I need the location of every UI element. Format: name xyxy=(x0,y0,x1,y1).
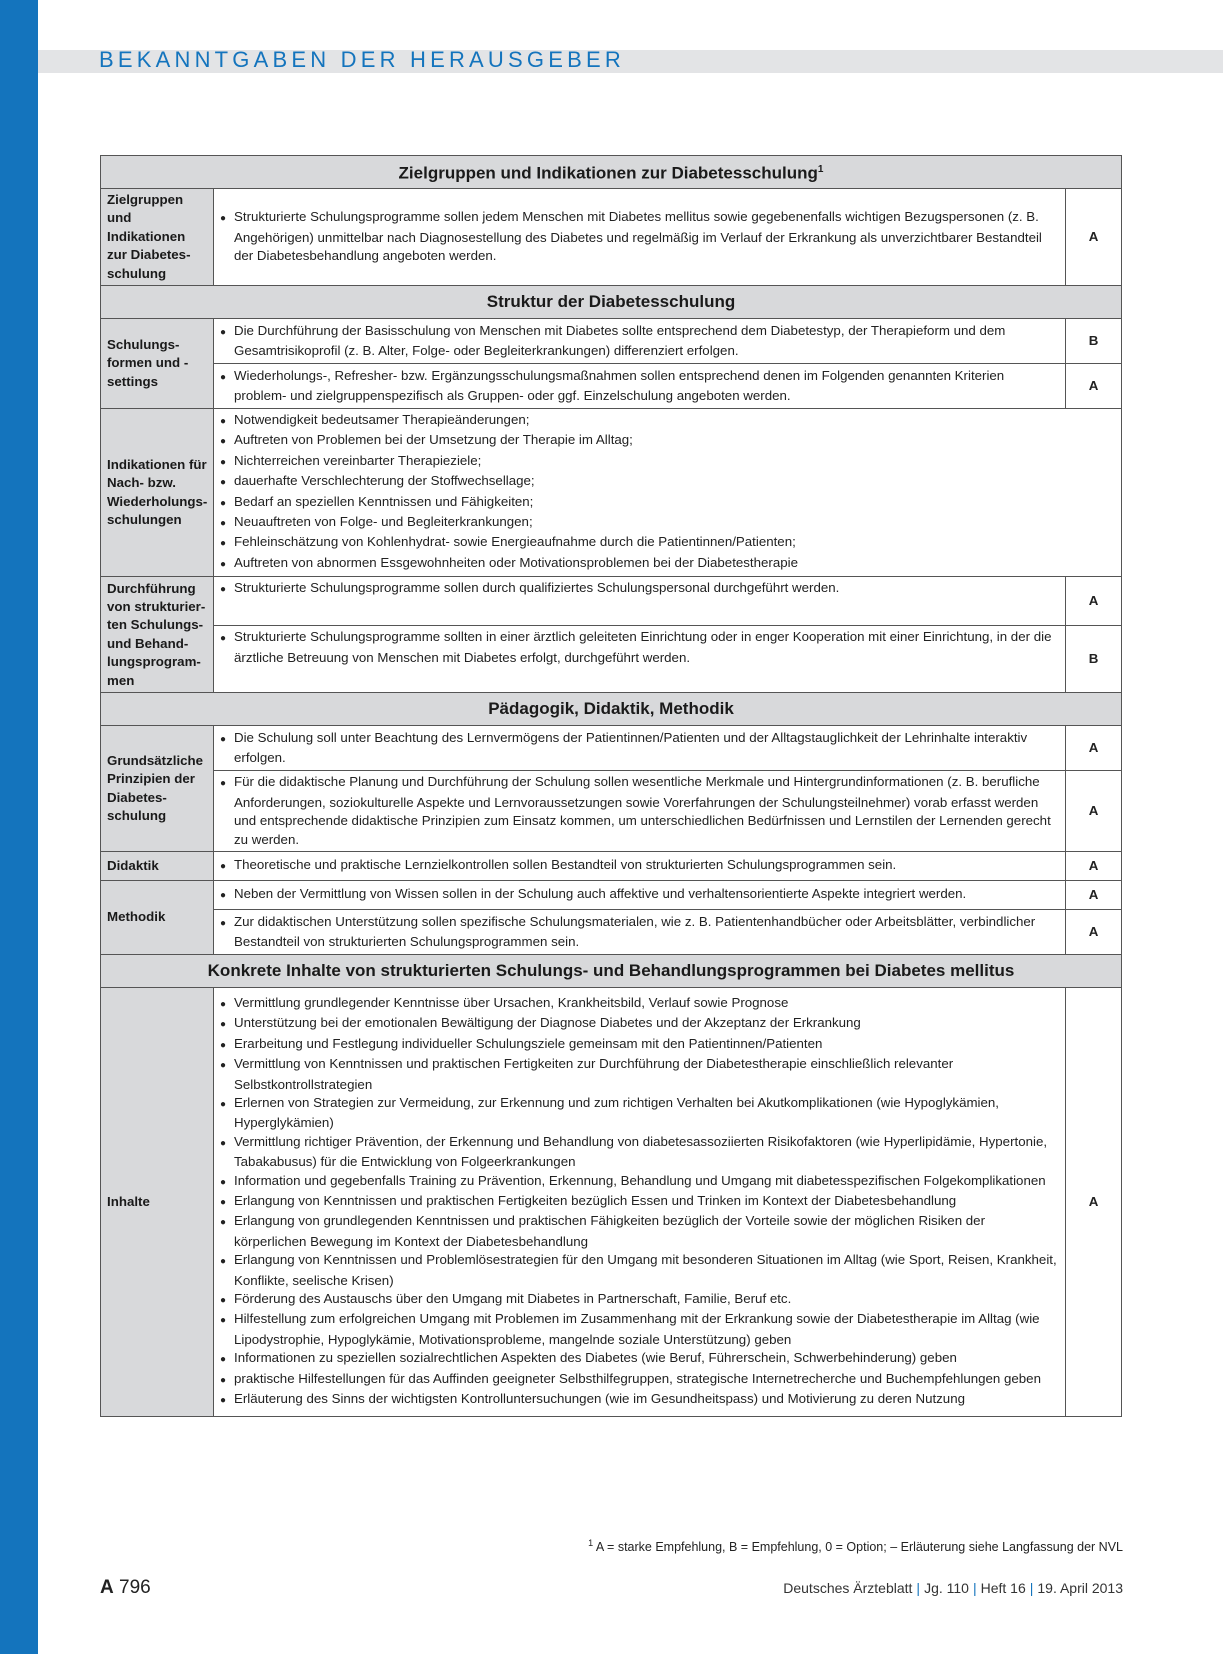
recommendation-text xyxy=(214,726,1066,771)
bullet-item: ● Die Schulung soll unter Beachtung des Lernvermögens der Patientinnen/Patienten und der Alltagstauglichkeit der Lehrinhalte interaktiv erfolgen. xyxy=(220,729,1059,768)
grade-cell: A xyxy=(1065,189,1121,286)
bullet-item: ● Erlernen von Strategien zur Vermeidung, zur Erkennung und zum richtigen Verhalten bei Akutkomplikationen (wie Hypoglykämien, Hyperglykämien) xyxy=(220,1094,1059,1133)
row-label: Grundsätzliche Prinzipien der Diabetes-schulung xyxy=(101,726,214,852)
table-row xyxy=(101,364,1122,409)
table-row xyxy=(101,880,1122,909)
recommendation-text xyxy=(214,909,1066,954)
bullet-item: ● Strukturierte Schulungsprogramme sollen durch qualifiziertes Schulungspersonal durchgeführt werden. xyxy=(220,579,1059,599)
bullet-item: ● Auftreten von abnormen Essgewohnheiten oder Motivationsproblemen bei der Diabetestherapie xyxy=(220,554,1115,574)
table-row xyxy=(101,409,1122,577)
recommendation-text xyxy=(214,577,1066,626)
table-row xyxy=(101,909,1122,954)
bullet-item: ● Neuauftreten von Folge- und Begleiterkrankungen; xyxy=(220,513,1115,533)
table-row xyxy=(101,851,1122,880)
recommendation-text xyxy=(214,771,1066,852)
table-row xyxy=(101,319,1122,364)
section-header-row xyxy=(101,286,1122,319)
recommendation-text xyxy=(214,189,1066,286)
footer-separator: | xyxy=(972,1580,977,1596)
table-row xyxy=(101,189,1122,286)
journal-footer xyxy=(783,1580,1123,1596)
footnote-marker: 1 xyxy=(817,163,824,175)
section-header-row xyxy=(101,954,1122,987)
recommendations-table xyxy=(100,155,1122,1417)
bullet-item: ● Erarbeitung und Festlegung individueller Schulungsziele gemeinsam mit den Patientinnen/Patienten xyxy=(220,1035,1059,1055)
bullet-item: ● Die Durchführung der Basisschulung von Menschen mit Diabetes sollte entsprechend dem Diabetestyp, der Therapieform und dem Gesamtrisikoprofil (z. B. Alter, Folge- oder Begleiterkrankungen) differenziert erfolgen. xyxy=(220,322,1059,361)
grade-cell: B xyxy=(1065,626,1121,693)
bullet-item: ● Hilfestellung zum erfolgreichen Umgang mit Problemen im Zusammenhang mit der Erkrankung sowie der Diabetestherapie im Alltag (wie Lipodystrophie, Hypoglykämie, Motivationsprobleme, mangelnde soziale Unterstützung) geben xyxy=(220,1310,1059,1349)
recommendation-text xyxy=(214,319,1066,364)
bullet-item: ● Förderung des Austauschs über den Umgang mit Diabetes in Partnerschaft, Familie, Beruf etc. xyxy=(220,1290,1059,1310)
bullet-item: ● Erläuterung des Sinns der wichtigsten Kontrolluntersuchungen (wie im Gesundheitspass) und Motivierung zu deren Nutzung xyxy=(220,1390,1059,1410)
bullet-item: ● dauerhafte Verschlechterung der Stoffwechsellage; xyxy=(220,472,1115,492)
bullet-item: ● Theoretische und praktische Lernzielkontrollen sollen Bestandteil von strukturierten Schulungsprogrammen sein. xyxy=(220,856,1059,876)
recommendation-text xyxy=(214,851,1066,880)
recommendation-text xyxy=(214,364,1066,409)
table-row xyxy=(101,987,1122,1417)
bullet-item: ● Auftreten von Problemen bei der Umsetzung der Therapie im Alltag; xyxy=(220,431,1115,451)
bullet-item: ● Bedarf an speziellen Kenntnissen und Fähigkeiten; xyxy=(220,493,1115,513)
bullet-item: ● Wiederholungs-, Refresher- bzw. Ergänzungsschulungsmaßnahmen sollen entsprechend denen im Folgenden genannten Kriterien problem- und zielgruppenspezifisch als Gruppen- oder ggf. Einzelschulung angeboten werden. xyxy=(220,367,1059,406)
page-letter: A xyxy=(100,1577,114,1598)
bullet-item: ● Fehleinschätzung von Kohlenhydrat- sowie Energieaufnahme durch die Patientinnen/Patienten; xyxy=(220,533,1115,553)
row-label: Schulungs-formen und -settings xyxy=(101,319,214,409)
grade-cell: A xyxy=(1065,577,1121,626)
page-number xyxy=(100,1577,151,1599)
grade-cell: A xyxy=(1065,987,1121,1417)
bullet-item: ● Für die didaktische Planung und Durchführung der Schulung sollen wesentliche Merkmale und Hintergrundinformationen (z. B. berufliche Anforderungen, soziokulturelle Aspekte und Lernvoraussetzungen sowie Vorerfahrungen der Schulungsteilnehmer) vorab erfasst werden und entsprechende didaktische Prinzipien zum Einsatz kommen, um unterschiedlichen Bedürfnissen und Lernstilen der Lernenden gerecht zu werden. xyxy=(220,773,1059,849)
journal-name: Deutsches Ärzteblatt xyxy=(783,1580,913,1596)
bullet-item: ● Information und gegebenfalls Training zu Prävention, Erkennung, Behandlung und Umgang mit diabetesspezifischen Folgekomplikationen xyxy=(220,1172,1059,1192)
bullet-item: ● Erlangung von Kenntnissen und Problemlösestrategien für den Umgang mit besonderen Situationen im Alltag (wie Sport, Reisen, Krankheit, Konflikte, seelische Krisen) xyxy=(220,1251,1059,1290)
content-list xyxy=(214,987,1066,1417)
grade-cell: A xyxy=(1065,364,1121,409)
section-title-text: Zielgruppen und Indikationen zur Diabetesschulung xyxy=(398,163,818,183)
footnote-marker: 1 xyxy=(588,1538,594,1548)
journal-volume: Jg. 110 xyxy=(924,1580,969,1596)
bullet-item: ● Vermittlung richtiger Prävention, der Erkennung und Behandlung von diabetesassoziierten Risikofaktoren (wie Hyperlipidämie, Hypertonie, Tabakabusus) für die Entwicklung von Folgeerkrankungen xyxy=(220,1133,1059,1172)
table-row xyxy=(101,626,1122,693)
journal-issue: Heft 16 xyxy=(980,1580,1026,1596)
bullet-item: ● Neben der Vermittlung von Wissen sollen in der Schulung auch affektive und verhaltensorientierte Aspekte integriert werden. xyxy=(220,885,1059,905)
bullet-item: ● Notwendigkeit bedeutsamer Therapieänderungen; xyxy=(220,411,1115,431)
section-header-title: BEKANNTGABEN DER HERAUSGEBER xyxy=(99,47,625,72)
grade-cell: A xyxy=(1065,771,1121,852)
grade-cell: A xyxy=(1065,726,1121,771)
row-label: Durchführung von strukturier-ten Schulungs- und Behand-lungsprogram-men xyxy=(101,577,214,693)
footnote xyxy=(588,1538,1123,1554)
bullet-item: ● Informationen zu speziellen sozialrechtlichen Aspekten des Diabetes (wie Beruf, Führerschein, Schwerbehinderung) geben xyxy=(220,1349,1059,1369)
row-label: Didaktik xyxy=(101,851,214,880)
footnote-text: A = starke Empfehlung, B = Empfehlung, 0 = Option; – Erläuterung siehe Langfassung der NVL xyxy=(595,1540,1123,1555)
bullet-item: ● Erlangung von Kenntnissen und praktischen Fertigkeiten bezüglich Essen und Trinken im Kontext der Diabetesbehandlung xyxy=(220,1192,1059,1212)
table-row xyxy=(101,577,1122,626)
journal-date: 19. April 2013 xyxy=(1037,1580,1123,1596)
left-color-bar xyxy=(0,0,38,1654)
grade-cell: A xyxy=(1065,851,1121,880)
page-number-value: 796 xyxy=(119,1577,151,1598)
bullet-item: ● praktische Hilfestellungen für das Auffinden geeigneter Selbsthilfegruppen, strategische Internetrecherche und Buchempfehlungen geben xyxy=(220,1370,1059,1390)
grade-cell: A xyxy=(1065,880,1121,909)
row-label: Methodik xyxy=(101,880,214,954)
bullet-item: ● Strukturierte Schulungsprogramme sollten in einer ärztlich geleiteten Einrichtung oder in enger Kooperation mit einer Einrichtung, in der die ärztliche Betreuung von Menschen mit Diabetes erfolgt, durchgeführt werden. xyxy=(220,628,1059,667)
bullet-item: ● Vermittlung von Kenntnissen und praktischen Fertigkeiten zur Durchführung der Diabetestherapie einschließlich relevanter Selbstkontrollstrategien xyxy=(220,1055,1059,1094)
section-title-struktur: Struktur der Diabetesschulung xyxy=(101,286,1122,319)
footer-separator: | xyxy=(916,1580,921,1596)
bullet-item: ● Erlangung von grundlegenden Kenntnissen und praktischen Fähigkeiten bezüglich der Vorteile sowie der möglichen Risiken der körperlichen Bewegung im Kontext der Diabetesbehandlung xyxy=(220,1212,1059,1251)
section-header-row xyxy=(101,156,1122,189)
recommendation-text xyxy=(214,880,1066,909)
bullet-item: ● Strukturierte Schulungsprogramme sollen jedem Menschen mit Diabetes mellitus sowie gegebenenfalls wichtigen Bezugspersonen (z. B. Angehörigen) unmittelbar nach Diagnosestellung des Diabetes und regelmäßig im Verlauf der Erkrankung als unverzichtbarer Bestandteil der Diabetesbehandlung angeboten werden. xyxy=(220,208,1059,265)
footer-separator: | xyxy=(1029,1580,1034,1596)
bullet-item: ● Nichterreichen vereinbarter Therapieziele; xyxy=(220,452,1115,472)
bullet-item: ● Zur didaktischen Unterstützung sollen spezifische Schulungsmaterialen, wie z. B. Patientenhandbücher oder Arbeitsblätter, verbindlicher Bestandteil von strukturierten Schulungsprogrammen sein. xyxy=(220,913,1059,952)
indication-list xyxy=(214,409,1122,577)
row-label: Zielgruppen und Indikationen zur Diabetes-schulung xyxy=(101,189,214,286)
section-header-row xyxy=(101,693,1122,726)
section-title-paedagogik: Pädagogik, Didaktik, Methodik xyxy=(101,693,1122,726)
row-label: Inhalte xyxy=(101,987,214,1417)
row-label: Indikationen für Nach- bzw. Wiederholungs-schulungen xyxy=(101,409,214,577)
table-row xyxy=(101,726,1122,771)
section-title-inhalte: Konkrete Inhalte von strukturierten Schulungs- und Behandlungsprogrammen bei Diabetes mellitus xyxy=(101,954,1122,987)
section-title-zielgruppen xyxy=(101,156,1122,189)
bullet-item: ● Vermittlung grundlegender Kenntnisse über Ursachen, Krankheitsbild, Verlauf sowie Prognose xyxy=(220,994,1059,1014)
grade-cell: A xyxy=(1065,909,1121,954)
recommendation-text xyxy=(214,626,1066,693)
table-row xyxy=(101,771,1122,852)
grade-cell: B xyxy=(1065,319,1121,364)
bullet-item: ● Unterstützung bei der emotionalen Bewältigung der Diagnose Diabetes und der Akzeptanz der Erkrankung xyxy=(220,1014,1059,1034)
